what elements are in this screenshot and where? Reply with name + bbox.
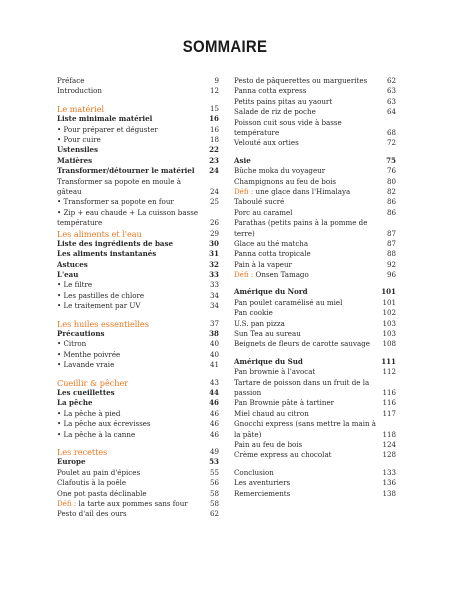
- toc-entry[interactable]: [234, 76, 396, 86]
- toc-entry-title: Miel chaud au citron: [234, 408, 309, 418]
- toc-entry-title: Transformer/détourner le matériel: [57, 166, 195, 176]
- toc-entry-title: Panna cotta express: [234, 86, 307, 96]
- toc-entry[interactable]: [234, 270, 396, 280]
- toc-page-number: 46: [209, 419, 219, 429]
- toc-entry-title: Pan poulet caramélisé au miel: [234, 297, 343, 307]
- toc-entry[interactable]: [57, 125, 219, 135]
- toc-entry[interactable]: [234, 489, 396, 499]
- toc-page-number: 63: [386, 96, 396, 106]
- toc-page-number: 44: [209, 388, 219, 397]
- toc-entry-title: Parathas (petits pains à la pomme de terre): [234, 218, 368, 238]
- toc-entry[interactable]: [57, 489, 219, 499]
- toc-entry[interactable]: [234, 468, 396, 478]
- toc-page-number: 101: [381, 287, 396, 297]
- toc-page-number: 128: [382, 450, 396, 460]
- toc-entry-title: Clafoutis à la poêle: [57, 478, 127, 488]
- section-spacer: [57, 97, 219, 104]
- defi-label: Défi :: [234, 270, 254, 280]
- toc-entry[interactable]: [234, 409, 396, 419]
- toc-page-number: 46: [209, 429, 219, 439]
- toc-section-heading[interactable]: [57, 229, 219, 239]
- toc-entry-title: Les recettes: [57, 446, 108, 457]
- toc-entry[interactable]: [234, 118, 396, 139]
- toc-entry[interactable]: [57, 135, 219, 145]
- toc-entry[interactable]: [57, 208, 219, 229]
- toc-entry[interactable]: [57, 499, 219, 509]
- toc-section-heading[interactable]: [57, 104, 219, 114]
- toc-entry[interactable]: [57, 291, 219, 301]
- toc-entry-title: • Citron: [57, 339, 87, 349]
- toc-entry[interactable]: [234, 450, 396, 460]
- toc-subheading[interactable]: [57, 388, 219, 398]
- toc-page-number: 58: [209, 498, 219, 508]
- toc-subheading[interactable]: [57, 398, 219, 408]
- toc-page-number: 37: [209, 318, 219, 328]
- toc-page-number: 96: [386, 270, 396, 280]
- toc-entry[interactable]: [57, 280, 219, 290]
- toc-entry-title: Sun Tea au sureau: [234, 329, 301, 339]
- toc-page-number: 117: [382, 408, 396, 418]
- toc-entry-title: One pot pasta déclinable: [57, 488, 147, 498]
- toc-entry-title: Liste des ingrédients de base: [57, 238, 174, 248]
- toc-entry-title: Préface: [57, 76, 85, 85]
- toc-entry-title: Gnocchi express (sans mettre la main à la pâte): [234, 419, 377, 439]
- toc-entry[interactable]: [234, 187, 396, 197]
- toc-page-number: 101: [382, 297, 396, 307]
- toc-entry[interactable]: [234, 166, 396, 176]
- toc-page-number: 136: [382, 478, 396, 488]
- toc-page-number: 24: [209, 166, 219, 176]
- page-title: SOMMAIRE: [182, 37, 268, 56]
- toc-page-number: 62: [386, 76, 396, 85]
- toc-page-number: 30: [209, 238, 219, 248]
- toc-page-number: 56: [209, 478, 219, 488]
- toc-entry[interactable]: [234, 339, 396, 349]
- toc-entry[interactable]: [234, 329, 396, 339]
- toc-page-number: 124: [382, 440, 396, 450]
- toc-entry-title: Petits pains pitas au yaourt: [234, 96, 333, 106]
- toc-page-number: 76: [386, 166, 396, 176]
- toc-entry-title: Précautions: [57, 329, 105, 339]
- toc-entry-title: Pan brownie à l'avocat: [234, 367, 316, 377]
- toc-page-number: 53: [209, 457, 219, 467]
- toc-page-number: 40: [209, 349, 219, 359]
- toc-page-number: 49: [209, 446, 219, 456]
- toc-entry[interactable]: [234, 308, 396, 318]
- toc-entry-title: La pêche: [57, 398, 93, 408]
- toc-entry-title: Conclusion: [234, 467, 274, 477]
- toc-entry-title: • Lavande vraie: [57, 360, 115, 370]
- toc-page-number: 29: [209, 228, 219, 238]
- toc-entry[interactable]: [234, 249, 396, 259]
- toc-entry-title: Liste minimale matériel: [57, 114, 153, 124]
- toc-entry-title: Asie: [234, 155, 251, 165]
- toc-entry[interactable]: [234, 419, 396, 440]
- toc-entry-title: • La pêche à pied: [57, 408, 121, 418]
- toc-entry-title: Pain au feu de bois: [234, 440, 303, 450]
- toc-page-number: 62: [209, 509, 219, 519]
- toc-entry[interactable]: [57, 197, 219, 207]
- toc-entry[interactable]: [57, 509, 219, 519]
- toc-entry-title: Cueillir & pêcher: [57, 377, 129, 388]
- toc-page-number: 68: [386, 127, 396, 137]
- toc-entry-title: Pain à la vapeur: [234, 259, 292, 269]
- toc-page-number: 24: [209, 186, 219, 196]
- toc-page-number: 118: [382, 429, 396, 439]
- toc-subheading[interactable]: [234, 156, 396, 166]
- toc-section-heading[interactable]: [57, 378, 219, 388]
- toc-page-number: 116: [382, 388, 396, 398]
- toc-page-number: 22: [209, 145, 219, 155]
- toc-entry[interactable]: [234, 398, 396, 408]
- toc-page-number: 63: [386, 86, 396, 96]
- section-spacer: [234, 280, 396, 287]
- toc-entry[interactable]: [234, 319, 396, 329]
- toc-entry-title: Crème express au chocolat: [234, 450, 332, 460]
- toc-page-number: 15: [209, 103, 219, 113]
- toc-subheading[interactable]: [57, 145, 219, 155]
- toc-entry[interactable]: [234, 208, 396, 218]
- toc-subheading[interactable]: [57, 114, 219, 124]
- toc-entry-title: • Le traitement par UV: [57, 301, 141, 311]
- toc-entry-title: Velouté aux orties: [234, 138, 299, 148]
- toc-page-number: 111: [381, 356, 396, 366]
- toc-page-number: 112: [382, 367, 396, 377]
- toc-entry[interactable]: [234, 378, 396, 399]
- toc-page-number: 64: [386, 107, 396, 117]
- toc-page-number: 46: [209, 398, 219, 408]
- toc-page-number: 40: [209, 339, 219, 349]
- toc-page-number: 31: [209, 249, 219, 259]
- toc-subheading[interactable]: [57, 156, 219, 166]
- toc-page-number: 108: [382, 339, 396, 349]
- section-spacer: [234, 461, 396, 468]
- toc-page-number: 92: [386, 259, 396, 269]
- toc-section-heading[interactable]: [57, 319, 219, 329]
- toc-subheading[interactable]: [57, 249, 219, 259]
- toc-page-number: 25: [209, 197, 219, 207]
- toc-subheading[interactable]: [57, 329, 219, 339]
- toc-entry[interactable]: [234, 97, 396, 107]
- toc-entry[interactable]: [57, 350, 219, 360]
- toc-subheading[interactable]: [57, 457, 219, 467]
- toc-entry[interactable]: [234, 298, 396, 308]
- section-spacer: [234, 350, 396, 357]
- toc-entry-title: Ustensiles: [57, 145, 99, 155]
- toc-subheading[interactable]: [57, 239, 219, 249]
- toc-page-number: 33: [209, 280, 219, 290]
- toc-entry-title: Champignons au feu de bois: [234, 176, 337, 186]
- toc-page-number: 9: [214, 76, 219, 85]
- toc-page-number: 72: [386, 138, 396, 148]
- toc-entry-title: la tarte aux pommes sans four: [76, 498, 188, 508]
- toc-section-heading[interactable]: [57, 447, 219, 457]
- toc-entry[interactable]: [234, 367, 396, 377]
- section-spacer: [57, 371, 219, 378]
- toc-page-number: 38: [209, 329, 219, 339]
- toc-entry-title: • La pêche aux écrevisses: [57, 419, 151, 429]
- toc-entry-title: • La pêche à la canne: [57, 429, 136, 439]
- toc-page-number: 103: [382, 329, 396, 339]
- toc-right-column: [234, 76, 396, 499]
- toc-entry-title: Le matériel: [57, 103, 105, 114]
- toc-entry[interactable]: [57, 409, 219, 419]
- toc-page-number: 75: [386, 155, 396, 165]
- toc-subheading[interactable]: [57, 270, 219, 280]
- toc-page-number: 82: [386, 186, 396, 196]
- toc-entry[interactable]: [234, 478, 396, 488]
- toc-page-number: 88: [386, 249, 396, 259]
- toc-entry-title: • Menthe poivrée: [57, 349, 121, 359]
- toc-entry-title: • Zip + eau chaude + La cuisson basse température: [57, 207, 199, 228]
- toc-entry[interactable]: [57, 76, 219, 86]
- section-spacer: [57, 312, 219, 319]
- toc-entry-title: Poisson cuit sous vide à basse température: [234, 117, 342, 137]
- toc-entry-title: Onsen Tamago: [253, 270, 309, 280]
- toc-entry[interactable]: [234, 107, 396, 117]
- toc-page-number: 33: [209, 270, 219, 280]
- toc-page-number: 138: [382, 488, 396, 498]
- toc-page-number: 102: [382, 308, 396, 318]
- toc-entry-title: Introduction: [57, 86, 102, 96]
- toc-entry[interactable]: [57, 468, 219, 478]
- toc-page-number: 116: [382, 398, 396, 408]
- toc-entry[interactable]: [57, 339, 219, 349]
- toc-entry[interactable]: [57, 430, 219, 440]
- toc-entry-title: • Le filtre: [57, 280, 93, 290]
- toc-page-number: 16: [209, 124, 219, 134]
- toc-entry-title: Porc au caramel: [234, 207, 293, 217]
- toc-page-number: 18: [209, 134, 219, 144]
- section-spacer: [57, 440, 219, 447]
- toc-page-number: 23: [209, 155, 219, 165]
- toc-subheading[interactable]: [234, 357, 396, 367]
- toc-page-number: 34: [209, 301, 219, 311]
- toc-page-number: 86: [386, 197, 396, 207]
- toc-page-number: 46: [209, 408, 219, 418]
- toc-entry[interactable]: [234, 440, 396, 450]
- toc-page-number: 41: [209, 360, 219, 370]
- toc-entry-title: une glace dans l'Himalaya: [253, 186, 351, 196]
- toc-page-number: 16: [209, 114, 219, 124]
- toc-entry-title: Les aliments et l'eau: [57, 228, 142, 239]
- toc-entry-title: Panna cotta tropicale: [234, 249, 311, 259]
- toc-page-number: 43: [209, 377, 219, 387]
- toc-page-number: 103: [382, 318, 396, 328]
- toc-page-number: 86: [386, 207, 396, 217]
- toc-entry-title: Les cueillettes: [57, 388, 115, 397]
- toc-entry-title: L'eau: [57, 270, 79, 280]
- toc-entry[interactable]: [234, 239, 396, 249]
- toc-entry[interactable]: [57, 301, 219, 311]
- toc-entry-title: • Transformer sa popote en four: [57, 197, 174, 207]
- toc-entry-title: Astuces: [57, 259, 88, 269]
- toc-entry[interactable]: [234, 218, 396, 239]
- toc-entry[interactable]: [234, 177, 396, 187]
- toc-entry-title: Bûche moka du voyageur: [234, 166, 326, 176]
- toc-entry[interactable]: [57, 360, 219, 370]
- toc-entry[interactable]: [234, 138, 396, 148]
- toc-entry-title: Les aventuriers: [234, 478, 291, 488]
- toc-entry-title: Pesto d'ail des ours: [57, 509, 127, 519]
- toc-entry-title: U.S. pan pizza: [234, 318, 285, 328]
- toc-entry-title: Pan Brownie pâte à tartiner: [234, 398, 335, 408]
- toc-subheading[interactable]: [57, 260, 219, 270]
- toc-entry-title: Transformer sa popote en moule à gâteau: [57, 176, 182, 196]
- toc-page-number: 55: [209, 467, 219, 477]
- toc-subheading[interactable]: [234, 287, 396, 297]
- toc-page-number: 34: [209, 290, 219, 300]
- toc-entry-title: Tartare de poisson dans un fruit de la passion: [234, 377, 370, 398]
- toc-entry-title: • Pour cuire: [57, 134, 101, 144]
- toc-entry-title: Poulet au pain d'épices: [57, 467, 141, 477]
- toc-entry-title: Salade de riz de poche: [234, 107, 316, 117]
- toc-entry[interactable]: [57, 419, 219, 429]
- toc-entry-title: Remerciements: [234, 488, 291, 498]
- toc-page-number: 87: [386, 238, 396, 248]
- toc-entry[interactable]: [234, 260, 396, 270]
- toc-entry-title: Matières: [57, 155, 93, 165]
- toc-entry[interactable]: [57, 478, 219, 488]
- toc-page-number: 133: [382, 467, 396, 477]
- toc-entry-title: • Les pastilles de chlore: [57, 290, 145, 300]
- toc-entry-title: Les aliments instantanés: [57, 249, 157, 259]
- toc-left-column: [57, 76, 219, 520]
- toc-entry-title: Beignets de fleurs de carotte sauvage: [234, 339, 370, 349]
- toc-entry-title: Pan cookie: [234, 308, 273, 318]
- toc-entry[interactable]: [57, 177, 219, 198]
- toc-page-number: 87: [386, 228, 396, 238]
- toc-page-number: 80: [386, 176, 396, 186]
- toc-entry-title: Amérique du Nord: [234, 287, 308, 297]
- toc-entry-title: Amérique du Sud: [234, 356, 303, 366]
- toc-entry-title: Glace au thé matcha: [234, 238, 309, 248]
- defi-label: Défi :: [234, 186, 254, 196]
- toc-entry[interactable]: [234, 86, 396, 96]
- toc-entry-title: Pesto de pâquerettes ou marguerites: [234, 76, 368, 85]
- toc-page-number: 32: [209, 259, 219, 269]
- toc-entry[interactable]: [234, 197, 396, 207]
- toc-entry-title: • Pour préparer et déguster: [57, 124, 158, 134]
- toc-page-number: 12: [209, 86, 219, 96]
- toc-entry[interactable]: [57, 86, 219, 96]
- defi-label: Défi :: [57, 498, 77, 508]
- toc-subheading[interactable]: [57, 166, 219, 176]
- toc-page-number: 58: [209, 488, 219, 498]
- toc-entry-title: Europe: [57, 457, 86, 467]
- section-spacer: [234, 149, 396, 156]
- toc-page-number: 26: [209, 218, 219, 228]
- toc-entry-title: Les huiles essentielles: [57, 318, 149, 329]
- toc-entry-title: Taboulé sucré: [234, 197, 285, 207]
